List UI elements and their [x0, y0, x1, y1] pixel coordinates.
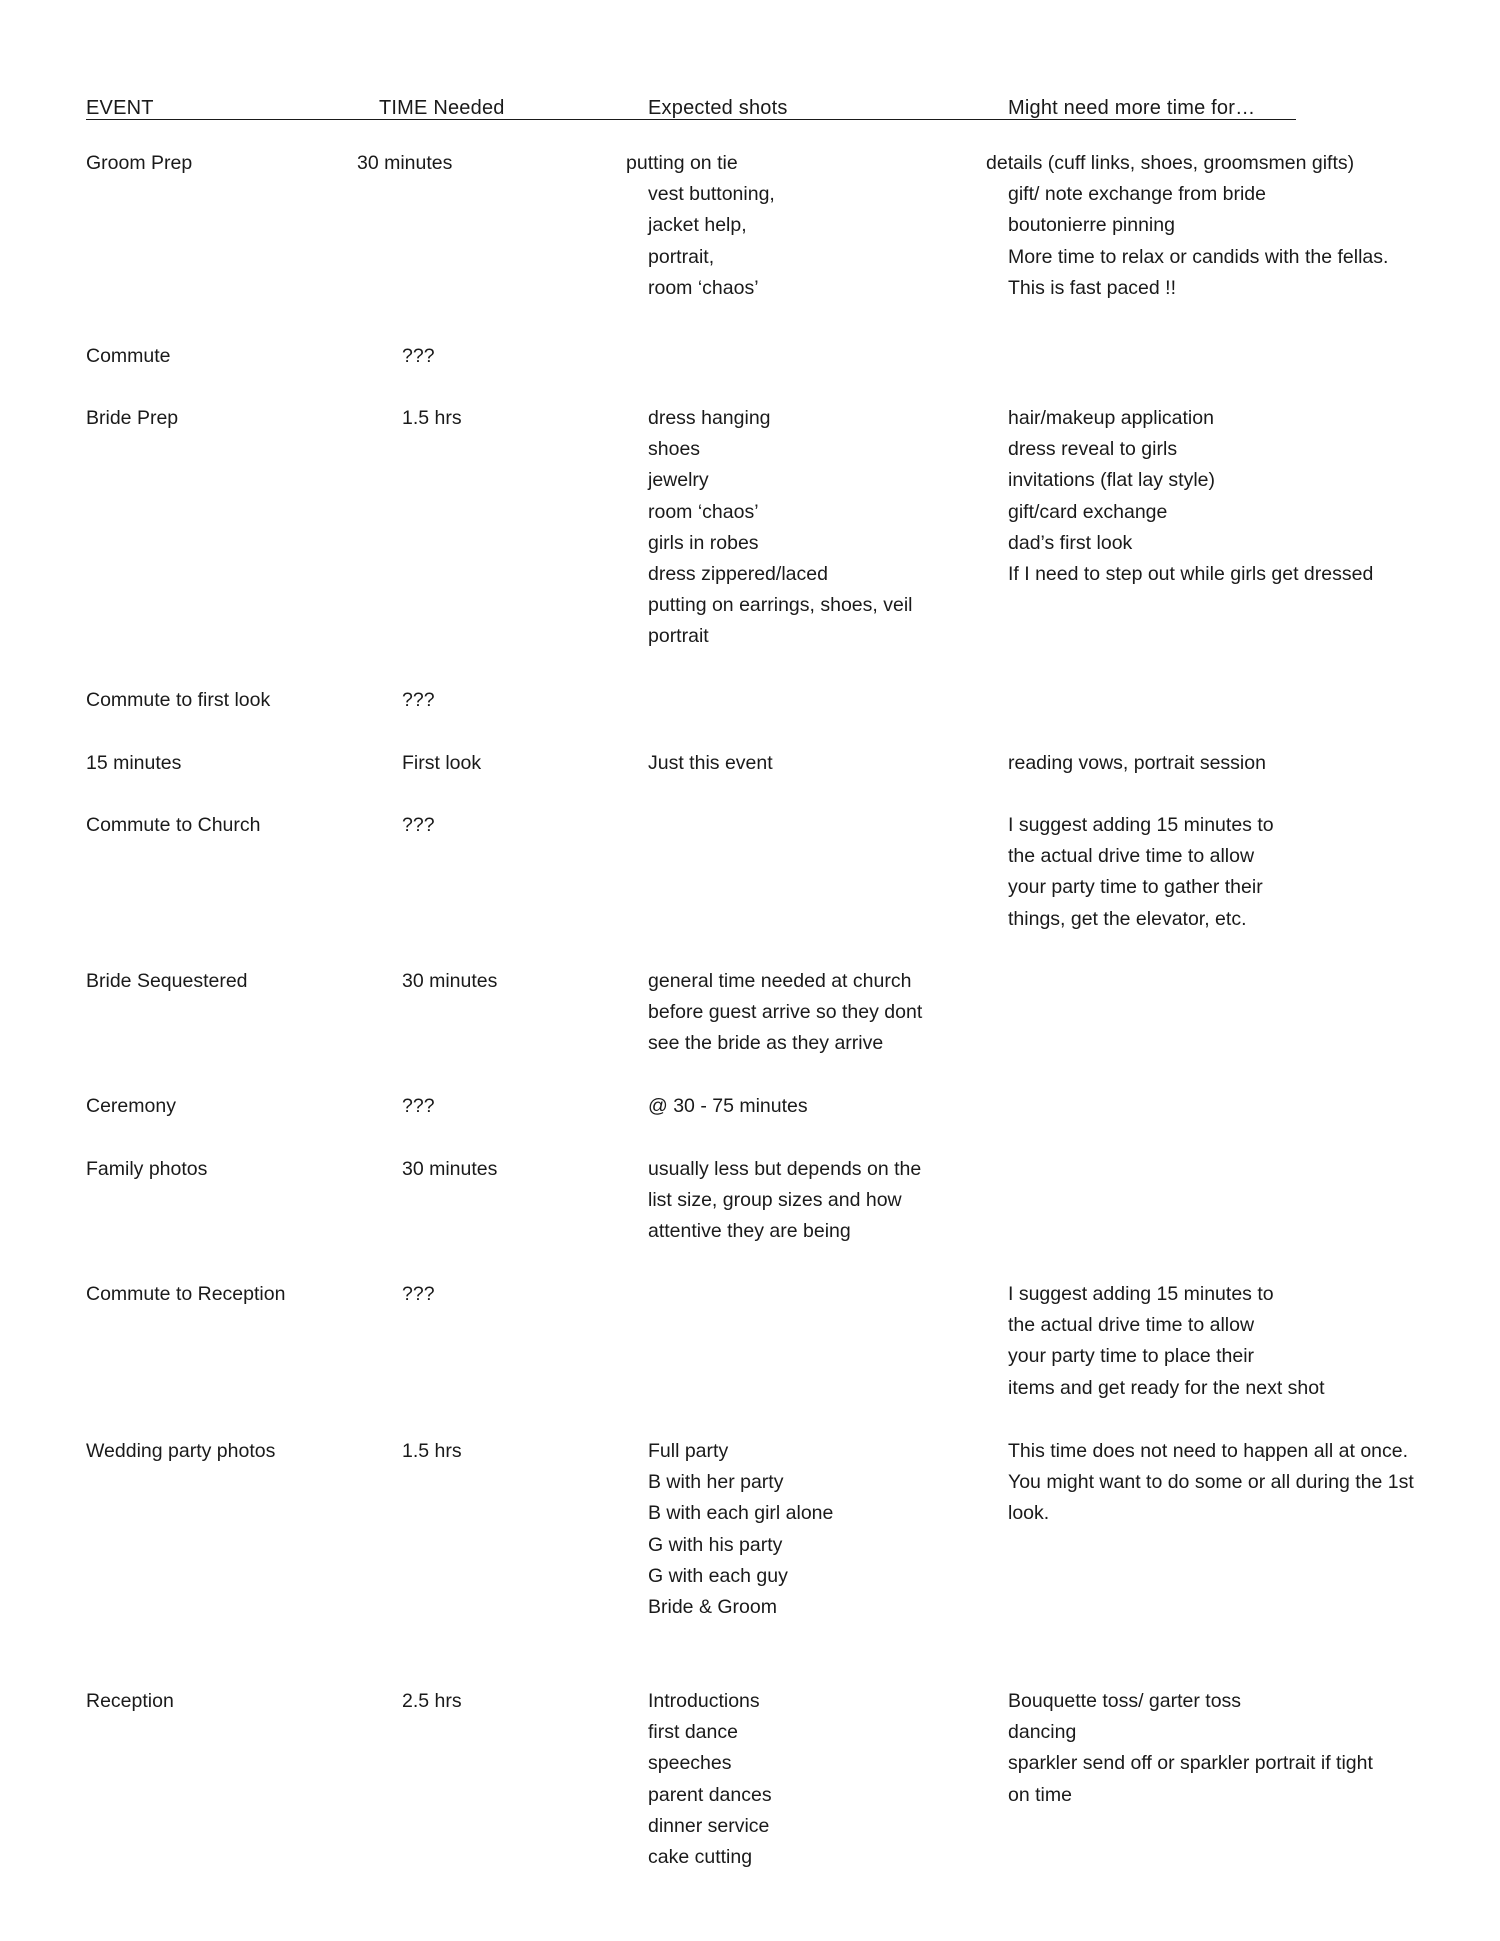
time-cell: ???: [402, 814, 435, 836]
event-cell: Commute to Reception: [86, 1283, 286, 1305]
shot-item: shoes: [648, 438, 701, 461]
shot-item: list size, group sizes and how: [648, 1189, 902, 1212]
shot-item: putting on tie: [626, 152, 738, 174]
shot-item: putting on earrings, shoes, veil: [648, 594, 913, 617]
shot-item: Full party: [648, 1440, 729, 1462]
shot-item: general time needed at church: [648, 970, 912, 992]
event-cell: Wedding party photos: [86, 1440, 276, 1462]
shot-item: portrait: [648, 625, 709, 648]
event-cell: Ceremony: [86, 1095, 176, 1117]
note-line: invitations (flat lay style): [1008, 469, 1215, 492]
time-cell: 30 minutes: [402, 1158, 498, 1180]
note-line: dad’s first look: [1008, 531, 1133, 554]
note-line: I suggest adding 15 minutes to: [1008, 814, 1274, 836]
note-line: More time to relax or candids with the fellas.: [1008, 245, 1389, 268]
note-line: I suggest adding 15 minutes to: [1008, 1283, 1274, 1305]
more-time-cell: [1008, 748, 1266, 779]
shot-item: before guest arrive so they dont: [648, 1001, 923, 1024]
shot-item: dress zippered/laced: [648, 563, 828, 586]
time-cell: ???: [402, 345, 435, 367]
expected-shots-cell: [648, 1436, 833, 1623]
shot-item: girls in robes: [648, 531, 759, 554]
expected-shots-cell: [648, 1154, 921, 1248]
note-line: details (cuff links, shoes, groomsmen gifts): [986, 152, 1355, 174]
column-header-shots: Expected shots: [648, 97, 788, 119]
event-cell: Commute to first look: [86, 689, 271, 711]
shot-item: cake cutting: [648, 1846, 753, 1869]
column-header-event: EVENT: [86, 97, 154, 119]
event-cell: Bride Prep: [86, 407, 179, 429]
note-line: gift/ note exchange from bride: [1008, 183, 1266, 206]
note-line: the actual drive time to allow: [1008, 1314, 1255, 1337]
event-cell: Groom Prep: [86, 152, 193, 174]
note-line: gift/card exchange: [1008, 500, 1168, 523]
shot-item: first dance: [648, 1721, 738, 1744]
shot-item: Just this event: [648, 752, 773, 774]
time-cell: 30 minutes: [357, 152, 453, 174]
more-time-cell: [1008, 403, 1373, 590]
event-cell: Bride Sequestered: [86, 970, 248, 992]
expected-shots-cell: [648, 1686, 772, 1873]
event-cell: Commute to Church: [86, 814, 261, 836]
more-time-cell: [1008, 810, 1274, 935]
header-underline: [86, 119, 1296, 120]
note-line: items and get ready for the next shot: [1008, 1376, 1325, 1399]
note-line: You might want to do some or all during the 1st: [1008, 1471, 1414, 1494]
shot-item: jacket help,: [648, 214, 747, 237]
event-cell: Family photos: [86, 1158, 208, 1180]
note-line: boutonierre pinning: [1008, 214, 1175, 237]
more-time-cell: [1008, 1279, 1325, 1404]
shot-item: usually less but depends on the: [648, 1158, 922, 1180]
shot-item: @ 30 - 75 minutes: [648, 1095, 808, 1117]
note-line: This time does not need to happen all at once.: [1008, 1440, 1409, 1462]
shot-item: speeches: [648, 1752, 732, 1775]
shot-item: G with each guy: [648, 1564, 788, 1587]
expected-shots-cell: [648, 748, 773, 779]
expected-shots-cell: [648, 1091, 808, 1122]
shot-item: parent dances: [648, 1783, 772, 1806]
event-cell: Commute: [86, 345, 171, 367]
expected-shots-cell: [648, 966, 922, 1060]
time-cell: 1.5 hrs: [402, 407, 462, 429]
time-cell: ???: [402, 1283, 435, 1305]
note-line: hair/makeup application: [1008, 407, 1214, 429]
more-time-cell: [1008, 1686, 1373, 1811]
shot-item: jewelry: [648, 469, 709, 492]
shot-item: Introductions: [648, 1690, 760, 1712]
shot-item: B with each girl alone: [648, 1502, 834, 1525]
shot-item: vest buttoning,: [648, 183, 775, 206]
time-cell: 2.5 hrs: [402, 1690, 462, 1712]
note-line: the actual drive time to allow: [1008, 845, 1255, 868]
note-line: This is fast paced !!: [1008, 276, 1176, 299]
note-line: dress reveal to girls: [1008, 438, 1178, 461]
shot-item: B with her party: [648, 1471, 784, 1494]
note-line: on time: [1008, 1783, 1072, 1806]
note-line: things, get the elevator, etc.: [1008, 907, 1247, 930]
note-line: your party time to gather their: [1008, 876, 1263, 899]
column-header-time: TIME Needed: [379, 97, 505, 119]
time-cell: ???: [402, 689, 435, 711]
note-line: dancing: [1008, 1721, 1077, 1744]
time-cell: ???: [402, 1095, 435, 1117]
shot-item: attentive they are being: [648, 1220, 851, 1243]
shot-item: dinner service: [648, 1814, 770, 1837]
event-cell: Reception: [86, 1690, 174, 1712]
expected-shots-cell: [648, 403, 913, 653]
event-cell: 15 minutes: [86, 752, 182, 774]
shot-item: room ‘chaos’: [648, 276, 759, 299]
time-cell: 30 minutes: [402, 970, 498, 992]
shot-item: portrait,: [648, 245, 715, 268]
expected-shots-cell: [626, 148, 775, 304]
time-cell: 1.5 hrs: [402, 1440, 462, 1462]
shot-item: dress hanging: [648, 407, 771, 429]
more-time-cell: [986, 148, 1389, 304]
shot-item: G with his party: [648, 1533, 783, 1556]
note-line: look.: [1008, 1502, 1050, 1525]
note-line: Bouquette toss/ garter toss: [1008, 1690, 1242, 1712]
note-line: If I need to step out while girls get dressed: [1008, 563, 1374, 586]
time-cell: First look: [402, 752, 482, 774]
column-header-more: Might need more time for…: [1008, 97, 1256, 119]
shot-item: see the bride as they arrive: [648, 1032, 884, 1055]
more-time-cell: [1008, 1436, 1414, 1530]
note-line: your party time to place their: [1008, 1345, 1255, 1368]
shot-item: room ‘chaos’: [648, 500, 759, 523]
note-line: reading vows, portrait session: [1008, 752, 1266, 774]
note-line: sparkler send off or sparkler portrait if tight: [1008, 1752, 1373, 1775]
shot-item: Bride & Groom: [648, 1596, 777, 1619]
